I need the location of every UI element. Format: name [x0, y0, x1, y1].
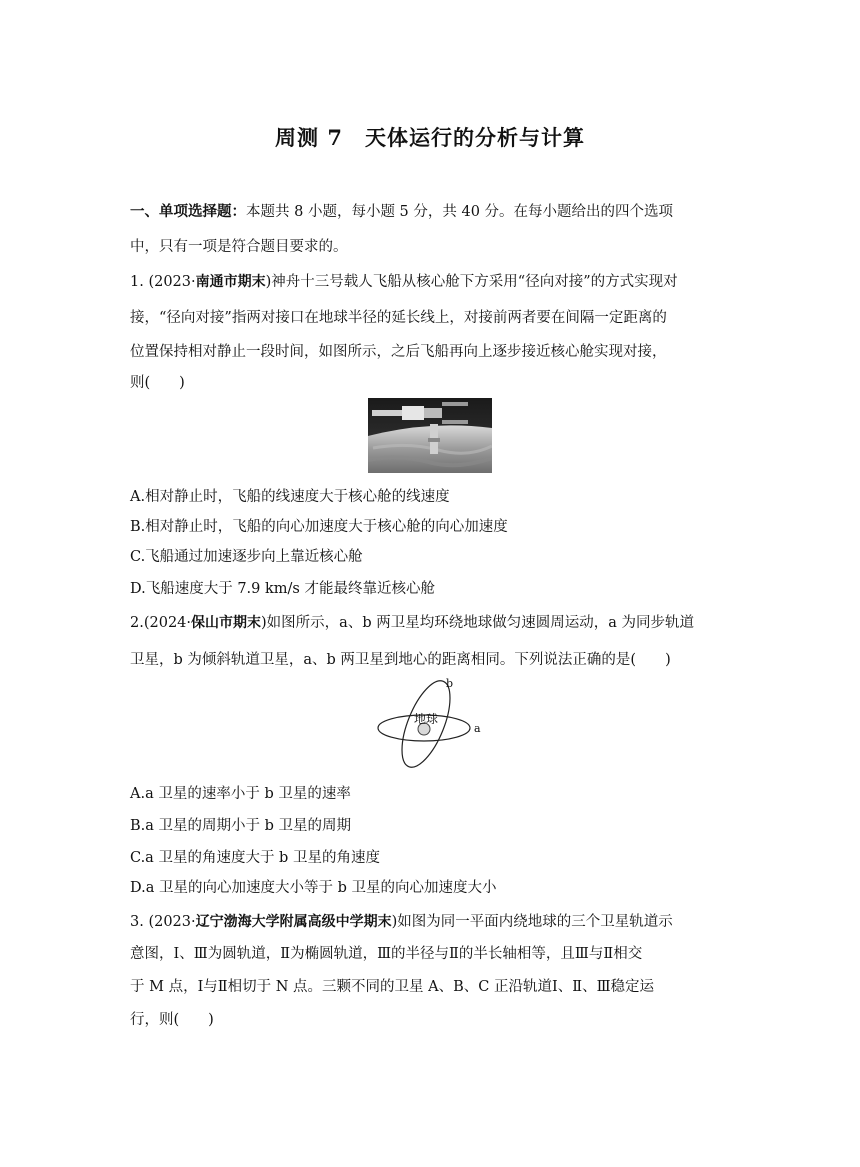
page-title: 周测 7 天体运行的分析与计算 [275, 125, 585, 150]
q2-line1 [130, 611, 694, 632]
q3-prefix: 3. (2023· [130, 914, 196, 930]
q2-prefix: 2.(2024· [130, 615, 192, 631]
q1-option-a: A.相对静止时，飞船的线速度大于核心舱的线速度 [130, 489, 450, 505]
q1-line1 [130, 270, 678, 291]
q1-prefix: 1. (2023· [130, 274, 196, 290]
q2-line1-text: )如图所示，a、b 两卫星均环绕地球做匀速圆周运动，a 为同步轨道 [261, 615, 694, 631]
q1-line2: 接，“径向对接”指两对接口在地球半径的延长线上，对接前两者要在间隔一定距离的 [130, 310, 667, 326]
section-intro-text: 本题共 8 小题，每小题 5 分，共 40 分。在每小题给出的四个选项 [246, 204, 674, 220]
orbit-a-label: a [474, 722, 481, 735]
q3-line1 [130, 910, 673, 931]
space-station-photo [368, 398, 492, 473]
q2-option-d: D.a 卫星的向心加速度大小等于 b 卫星的向心加速度大小 [130, 880, 497, 896]
q3-line1-text: )如图为同一平面内绕地球的三个卫星轨道示 [391, 914, 673, 930]
q2-option-c: C.a 卫星的角速度大于 b 卫星的角速度 [130, 850, 380, 866]
q1-line1-text: )神舟十三号载人飞船从核心舱下方采用“径向对接”的方式实现对 [265, 274, 678, 290]
q2-source: 保山市期末 [191, 615, 262, 631]
q1-line4: 则( ) [130, 375, 185, 391]
q1-source: 南通市期末 [195, 274, 266, 290]
q3-source: 辽宁渤海大学附属高级中学期末 [195, 914, 392, 930]
q2-line2: 卫星，b 为倾斜轨道卫星，a、b 两卫星到地心的距离相同。下列说法正确的是( ) [130, 652, 671, 668]
earth-label: 地球 [414, 712, 439, 726]
orbit-b-label: b [446, 677, 454, 690]
q2-option-a: A.a 卫星的速率小于 b 卫星的速率 [130, 786, 351, 802]
orbit-diagram [370, 672, 494, 776]
q1-option-c: C.飞船通过加速逐步向上靠近核心舱 [130, 549, 363, 565]
section-intro-line2: 中，只有一项是符合题目要求的。 [130, 239, 348, 255]
q1-line3: 位置保持相对静止一段时间，如图所示，之后飞船再向上逐步接近核心舱实现对接， [130, 344, 667, 360]
q2-option-b: B.a 卫星的周期小于 b 卫星的周期 [130, 818, 352, 834]
section-intro [130, 200, 673, 221]
q3-line4: 行，则( ) [130, 1012, 214, 1028]
q3-line3: 于 M 点，Ⅰ与Ⅱ相切于 N 点。三颗不同的卫星 A、B、C 正沿轨道Ⅰ、Ⅱ、Ⅲ稳定运 [130, 979, 655, 995]
q1-option-b: B.相对静止时，飞船的向心加速度大于核心舱的向心加速度 [130, 519, 508, 535]
q1-option-d: D.飞船速度大于 7.9 km/s 才能最终靠近核心舱 [130, 581, 435, 597]
q3-line2: 意图，Ⅰ、Ⅲ为圆轨道，Ⅱ为椭圆轨道，Ⅲ的半径与Ⅱ的半长轴相等，且Ⅲ与Ⅱ相交 [130, 946, 643, 962]
section-heading: 一、单项选择题： [130, 203, 246, 220]
